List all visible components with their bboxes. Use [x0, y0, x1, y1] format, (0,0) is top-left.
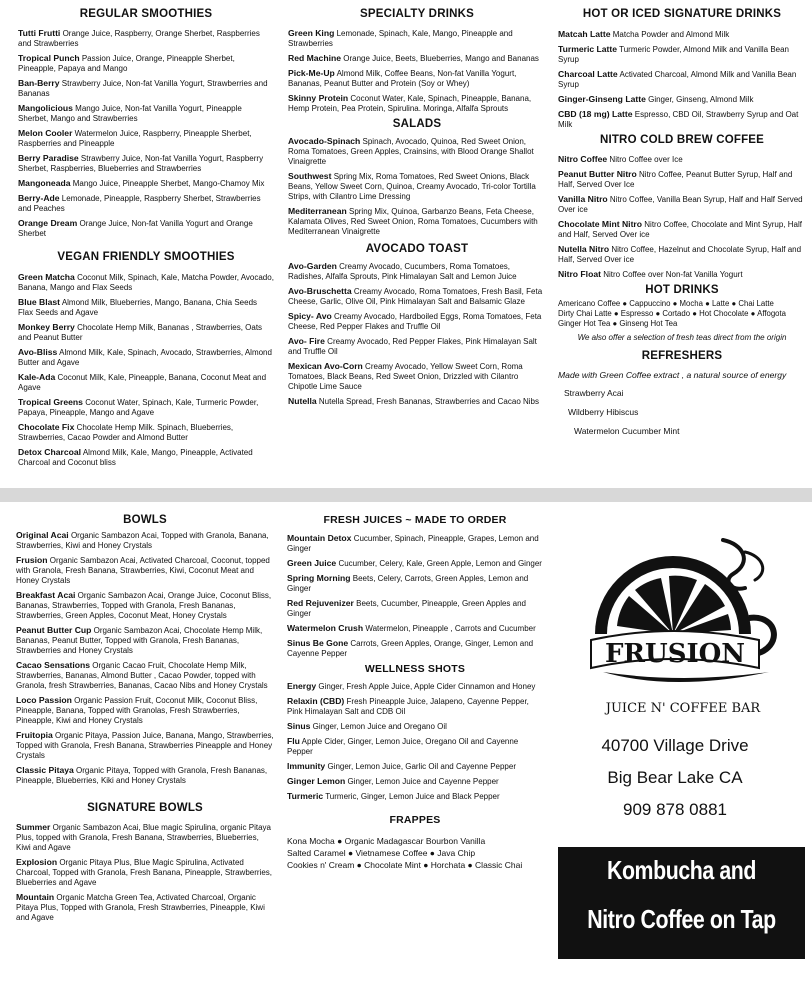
- bowl-item-desc: Organic Sambazon Acai, Topped with Granola, Banana, Strawberries, Kiwi and Honey Crystals: [16, 531, 269, 550]
- bowl-item-name: Classic Pitaya: [16, 765, 74, 775]
- list-signature-drinks: [558, 29, 806, 130]
- nitro-item-desc: Nitro Coffee, Vanilla Bean Syrup, Half and Half Served Over ice: [558, 195, 803, 214]
- section-title-bowls: BOWLS: [123, 514, 167, 526]
- juice-item-desc: Cucumber, Spinach, Pineapple, Grapes, Lemon and Ginger: [287, 534, 539, 553]
- bowl-item-desc: Organic Pitaya, Topped with Granola, Fresh Bananas, Pineapple, Blueberries, Kiki and Honey Crystals: [16, 766, 268, 785]
- vegan-smoothie-item: [18, 322, 274, 343]
- specialty-drink-item-name: Skinny Protein: [288, 93, 349, 103]
- vegan-smoothie-item-name: Tropical Greens: [18, 397, 83, 407]
- bowl-item-desc: Organic Sambazon Acai, Activated Charcoal, Coconut, topped with Granola, Fresh Banana, Strawberries, Kiwi, Coconut Meat and Honey Crystals: [16, 556, 270, 585]
- smoothie-item-name: Tutti Frutti: [18, 28, 61, 38]
- vegan-smoothie-item-name: Green Matcha: [18, 272, 75, 282]
- wellness-shot-item-name: Ginger Lemon: [287, 776, 346, 786]
- juice-item-desc: Carrots, Green Apples, Orange, Ginger, Lemon and Cayenne Pepper: [287, 639, 534, 658]
- juice-item: [287, 623, 543, 634]
- bowl-item-name: Cacao Sensations: [16, 660, 91, 670]
- wellness-shot-item: [287, 736, 543, 757]
- specialty-drink-item-desc: Almond Milk, Coffee Beans, Non-fat Vanilla Yogurt, Bananas, Peanut Butter and Protein (Soy or Whey): [288, 69, 517, 88]
- smoothie-item: [18, 218, 274, 239]
- avocado-toast-item: [288, 336, 546, 357]
- nitro-item-name: Peanut Butter Nitro: [558, 169, 637, 179]
- wellness-shot-item-name: Immunity: [287, 761, 326, 771]
- nitro-item-name: Nitro Float: [558, 269, 601, 279]
- section-title-hot-drinks: HOT DRINKS: [645, 284, 719, 296]
- salad-item: [288, 206, 546, 237]
- list-vegan-smoothies: [18, 272, 274, 468]
- wellness-shot-item-name: Relaxin (CBD): [287, 696, 345, 706]
- vegan-smoothie-item: [18, 397, 274, 418]
- vegan-smoothie-item-name: Avo-Bliss: [18, 347, 58, 357]
- smoothie-item-name: Orange Dream: [18, 218, 78, 228]
- list-fresh-juices: [287, 533, 543, 659]
- avocado-toast-item-name: Avo-Bruschetta: [288, 286, 352, 296]
- frappes-line: Kona Mocha ● Organic Madagascar Bourbon Vanilla: [287, 836, 486, 846]
- list-regular-smoothies: [18, 28, 274, 239]
- salad-item: [288, 136, 546, 167]
- avocado-toast-item-name: Avo-Garden: [288, 261, 337, 271]
- bowl-item-name: Peanut Butter Cup: [16, 625, 92, 635]
- frappes-line: Salted Caramel ● Vietnamese Coffee ● Java Chip: [287, 848, 476, 858]
- juice-item-desc: Watermelon, Pineapple , Carrots and Cucumber: [365, 624, 536, 633]
- vegan-smoothie-item-name: Blue Blast: [18, 297, 61, 307]
- column-specialty: [288, 0, 546, 411]
- signature-drink-item-desc: Espresso, CBD Oil, Strawberry Syrup and Oat Milk: [558, 110, 799, 129]
- vegan-smoothie-item-desc: Almond Milk, Kale, Mango, Pineapple, Activated Charcoal and Coconut bliss: [18, 448, 253, 467]
- vegan-smoothie-item: [18, 297, 274, 318]
- juice-item-name: Spring Morning: [287, 573, 351, 583]
- hot-drinks-line: Dirty Chai Latte ● Espresso ● Cortado ● Hot Chocolate ● Affogota: [558, 309, 787, 318]
- list-bowls: [16, 530, 274, 786]
- nitro-item-name: Vanilla Nitro: [558, 194, 608, 204]
- avocado-toast-item: [288, 311, 546, 332]
- address-line2: Big Bear Lake CA: [607, 768, 743, 787]
- avocado-toast-item-desc: Creamy Avocado, Yellow Sweet Corn, Roma Tomatoes, Black Beans, Red Sweet Onion, Drizzled with Cilantro Chipotle Lime Sauce: [288, 362, 523, 391]
- signature-drink-item-desc: Activated Charcoal, Almond Milk and Vanilla Bean Syrup: [558, 70, 797, 89]
- refresher-item: Strawberry Acai: [564, 388, 624, 398]
- smoothie-item: [18, 78, 274, 99]
- smoothie-item-name: Mangoneada: [18, 178, 71, 188]
- bowl-item-desc: Organic Passion Fruit, Coconut Milk, Coconut Bliss, Pineapple, Banana, Topped with Granolas, Fresh Strawberries, Pineapple, Kiwi and Honey Crystals: [16, 696, 258, 725]
- smoothie-item-desc: Strawberry Juice, Non-fat Vanilla Yogurt, Raspberry Sherbet, Raspberries, Blueberries and Strawberries: [18, 154, 264, 173]
- wellness-shot-item-desc: Turmeric, Ginger, Lemon Juice and Black Pepper: [325, 792, 500, 801]
- frusion-logo: [573, 522, 793, 722]
- refresher-item: Watermelon Cucumber Mint: [574, 426, 680, 436]
- section-title-refreshers: REFRESHERS: [641, 350, 723, 362]
- avocado-toast-item-desc: Creamy Avocado, Roma Tomatoes, Fresh Basil, Feta Cheese, Garlic, Olive Oil, Pink Himalayan Salt and Balsamic Glaze: [288, 287, 543, 306]
- bowl-item: [16, 765, 274, 786]
- avocado-toast-item-desc: Creamy Avocado, Red Pepper Flakes, Pink Himalayan Salt and Truffle Oil: [288, 337, 537, 356]
- hot-drinks-list: [558, 299, 806, 329]
- wellness-shot-item-desc: Fresh Pineapple Juice, Jalapeno, Cayenne Pepper, Pink Himalayan Salt and CDB Oil: [287, 697, 529, 716]
- smoothie-item-name: Tropical Punch: [18, 53, 80, 63]
- hot-drinks-line: Ginger Hot Tea ● Ginseng Hot Tea: [558, 319, 678, 328]
- specialty-drink-item: [288, 28, 546, 49]
- refreshers-note: Made with Green Coffee extract , a natural source of energy: [558, 370, 787, 380]
- nitro-item: [558, 244, 806, 265]
- list-wellness-shots: [287, 681, 543, 802]
- kombucha-banner: [558, 847, 805, 959]
- smoothie-item-name: Berry Paradise: [18, 153, 79, 163]
- signature-bowl-item-name: Mountain: [16, 892, 55, 902]
- avocado-toast-item: [288, 286, 546, 307]
- signature-drink-item: [558, 44, 806, 65]
- smoothie-item-desc: Mango Juice, Pineapple Sherbet, Mango-Chamoy Mix: [72, 179, 265, 188]
- avocado-toast-item-desc: Creamy Avocado, Cucumbers, Roma Tomatoes, Radishes, Alfalfa Sprouts, Pink Himalayan Salt and Lemon Juice: [288, 262, 517, 281]
- column-coffee: [558, 0, 806, 437]
- avocado-toast-item-desc: Nutella Spread, Fresh Bananas, Strawberries and Cacao Nibs: [318, 397, 540, 406]
- list-nitro: [558, 154, 806, 280]
- juice-item: [287, 533, 543, 554]
- nitro-item: [558, 154, 806, 165]
- list-specialty-drinks: [288, 28, 546, 114]
- column-juices: [287, 502, 543, 871]
- bowl-item: [16, 555, 274, 586]
- bowl-item: [16, 625, 274, 656]
- signature-drink-item: [558, 29, 806, 40]
- list-salads: [288, 136, 546, 237]
- specialty-drink-item: [288, 93, 546, 114]
- tap-line1: Kombucha and: [606, 855, 757, 885]
- wellness-shot-item: [287, 776, 543, 787]
- vegan-smoothie-item: [18, 372, 274, 393]
- wellness-shot-item: [287, 681, 543, 692]
- frappes-list: [287, 835, 543, 871]
- smoothie-item-name: Mangolicious: [18, 103, 73, 113]
- nitro-item-desc: Nitro Coffee over Ice: [609, 155, 683, 164]
- signature-drink-item-desc: Ginger, Ginseng, Almond Milk: [648, 95, 754, 104]
- avocado-toast-item-name: Spicy- Avo: [288, 311, 332, 321]
- salad-item-name: Avocado-Spinach: [288, 136, 361, 146]
- wellness-shot-item-name: Turmeric: [287, 791, 324, 801]
- juice-item-name: Watermelon Crush: [287, 623, 364, 633]
- signature-drink-item-name: Ginger-Ginseng Latte: [558, 94, 646, 104]
- juice-item: [287, 638, 543, 659]
- vegan-smoothie-item-desc: Coconut Water, Spinach, Kale, Turmeric Powder, Papaya, Pineapple, Mango and Agave: [18, 398, 259, 417]
- vegan-smoothie-item-name: Kale-Ada: [18, 372, 56, 382]
- specialty-drink-item-name: Green King: [288, 28, 335, 38]
- specialty-drink-item-name: Red Machine: [288, 53, 342, 63]
- wellness-shot-item-desc: Ginger, Lemon Juice and Cayenne Pepper: [347, 777, 499, 786]
- bowl-item-name: Frusion: [16, 555, 48, 565]
- juice-item-name: Red Rejuvenizer: [287, 598, 354, 608]
- juice-item-desc: Cucumber, Celery, Kale, Green Apple, Lemon and Ginger: [338, 559, 542, 568]
- smoothie-item: [18, 153, 274, 174]
- signature-drink-item: [558, 69, 806, 90]
- vegan-smoothie-item: [18, 272, 274, 293]
- avocado-toast-item-name: Mexican Avo-Corn: [288, 361, 363, 371]
- page-divider: [0, 488, 812, 502]
- signature-bowl-item-name: Summer: [16, 822, 51, 832]
- section-title-regular-smoothies: REGULAR SMOOTHIES: [79, 8, 213, 20]
- bowl-item: [16, 695, 274, 726]
- salad-item-desc: Spring Mix, Quinoa, Garbanzo Beans, Feta Cheese, Kalamata Olives, Red Sweet Onion, Roma Tomatoes, Cucumbers with Mediterranean Vinaigrette: [288, 207, 538, 236]
- signature-bowl-item-name: Explosion: [16, 857, 58, 867]
- list-signature-bowls: [16, 822, 274, 923]
- nitro-item: [558, 194, 806, 215]
- signature-bowl-item-desc: Organic Matcha Green Tea, Activated Charcoal, Organic Pitaya Plus, Topped with Granola, Fresh Strawberries, Pineapple, Kiwi and Agave: [16, 893, 265, 922]
- avocado-toast-item-name: Nutella: [288, 396, 317, 406]
- tap-line2: Nitro Coffee on Tap: [587, 904, 776, 934]
- wellness-shot-item-desc: Ginger, Lemon Juice, Garlic Oil and Cayenne Pepper: [327, 762, 516, 771]
- signature-drink-item-desc: Turmeric Powder, Almond Milk and Vanilla Bean Syrup: [558, 45, 789, 64]
- specialty-drink-item-desc: Coconut Water, Kale, Spinach, Pineapple, Banana, Hemp Protein, Pea Protein, Spirulina. Moringa, Alfalfa Sprouts: [288, 94, 532, 113]
- salad-item: [288, 171, 546, 202]
- salad-item-desc: Spinach, Avocado, Quinoa, Red Sweet Onion, Roma Tomatoes, Green Apples, Crainsins, with Blood Orange Shallot Vinaigrette: [288, 137, 534, 166]
- phone-number: 909 878 0881: [623, 800, 727, 819]
- smoothie-item-name: Ban-Berry: [18, 78, 60, 88]
- section-title-vegan-smoothies: VEGAN FRIENDLY SMOOTHIES: [57, 251, 235, 263]
- wellness-shot-item-name: Sinus: [287, 721, 311, 731]
- signature-bowl-item: [16, 892, 274, 923]
- nitro-item: [558, 219, 806, 240]
- bowl-item: [16, 530, 274, 551]
- signature-drink-item-name: Charcoal Latte: [558, 69, 618, 79]
- vegan-smoothie-item-desc: Chocolate Hemp Milk, Bananas , Strawberries, Oats and Peanut Butter: [18, 323, 263, 342]
- signature-drink-item-name: Matcah Latte: [558, 29, 611, 39]
- section-title-signature-bowls: SIGNATURE BOWLS: [87, 802, 203, 814]
- nitro-item-name: Nutella Nitro: [558, 244, 610, 254]
- bowl-item: [16, 590, 274, 621]
- wellness-shot-item: [287, 721, 543, 732]
- avocado-toast-item: [288, 361, 546, 392]
- vegan-smoothie-item-name: Chocolate Fix: [18, 422, 75, 432]
- smoothie-item-desc: Orange Juice, Raspberry, Orange Sherbet, Raspberries and Strawberries: [18, 29, 260, 48]
- specialty-drink-item-name: Pick-Me-Up: [288, 68, 335, 78]
- vegan-smoothie-item-desc: Almond Milk, Kale, Spinach, Avocado, Strawberries, Almond Butter and Agave: [18, 348, 272, 367]
- column-smoothies: [18, 0, 274, 472]
- bowl-item-desc: Organic Pitaya, Passion Juice, Banana, Mango, Strawberries, Topped with Granola, Fresh Banana, Strawberries Pineapple and Honey Crystals: [16, 731, 274, 760]
- bowl-item-desc: Organic Sambazon Acai, Chocolate Hemp Milk, Bananas, Peanut Butter, Topped with Granola, Fresh Bananas, Strawberries and Honey Crystals: [16, 626, 263, 655]
- vegan-smoothie-item-desc: Coconut Milk, Spinach, Kale, Matcha Powder, Avocado, Banana, Mango and Flax Seeds: [18, 273, 274, 292]
- specialty-drink-item-desc: Orange Juice, Beets, Blueberries, Mango and Bananas: [343, 54, 539, 63]
- logo-name-text: FRUSION: [604, 639, 746, 669]
- avocado-toast-item: [288, 396, 546, 407]
- section-title-nitro: NITRO COLD BREW COFFEE: [599, 134, 765, 146]
- vegan-smoothie-item-name: Detox Charcoal: [18, 447, 82, 457]
- juice-item-name: Mountain Detox: [287, 533, 352, 543]
- wellness-shot-item-name: Flu: [287, 736, 300, 746]
- section-title-fresh-juices: FRESH JUICES ~ MADE TO ORDER: [323, 514, 507, 526]
- wellness-shot-item-desc: Ginger, Lemon Juice and Oregano Oil: [312, 722, 447, 731]
- vegan-smoothie-item-desc: Almond Milk, Blueberries, Mango, Banana, Chia Seeds Flax Seeds and Agave: [18, 298, 258, 317]
- section-title-frappes: FRAPPES: [389, 814, 441, 826]
- specialty-drink-item: [288, 53, 546, 64]
- juice-item: [287, 573, 543, 594]
- nitro-item-name: Chocolate Mint Nitro: [558, 219, 643, 229]
- menu-page-bottom: [0, 502, 812, 1000]
- signature-drink-item-name: CBD (18 mg) Latte: [558, 109, 633, 119]
- vegan-smoothie-item-desc: Coconut Milk, Kale, Pineapple, Banana, Coconut Meat and Agave: [18, 373, 267, 392]
- wellness-shot-item: [287, 696, 543, 717]
- vegan-smoothie-item: [18, 447, 274, 468]
- vegan-smoothie-item-name: Monkey Berry: [18, 322, 75, 332]
- section-title-avocado-toast: AVOCADO TOAST: [365, 243, 469, 255]
- section-title-wellness-shots: WELLNESS SHOTS: [364, 663, 466, 675]
- smoothie-item: [18, 193, 274, 214]
- salad-item-desc: Spring Mix, Roma Tomatoes, Red Sweet Onions, Black Beans, Yellow Sweet Corn, Quinoa, Creamy Avocado, Tri-color Tortilla Strips, with Cilantro Lime Dressing: [288, 172, 536, 201]
- signature-drink-item: [558, 109, 806, 130]
- signature-bowl-item: [16, 857, 274, 888]
- smoothie-item-desc: Strawberry Juice, Non-fat Vanilla Yogurt, Strawberries and Bananas: [18, 79, 268, 98]
- smoothie-item: [18, 53, 274, 74]
- juice-item-desc: Beets, Cucumber, Pineapple, Green Apples and Ginger: [287, 599, 526, 618]
- nitro-item-desc: Nitro Coffee, Peanut Butter Syrup, Half and Half, Served Over Ice: [558, 170, 793, 189]
- column-bowls: [16, 502, 274, 927]
- wellness-shot-item-name: Energy: [287, 681, 317, 691]
- section-title-signature-drinks: HOT OR ICED SIGNATURE DRINKS: [582, 8, 782, 20]
- bowl-item-name: Fruitopia: [16, 730, 53, 740]
- avocado-toast-item-desc: Creamy Avocado, Hardboiled Eggs, Roma Tomatoes, Feta Cheese, Red Pepper Flakes and Truffle Oil: [288, 312, 542, 331]
- signature-bowl-item-desc: Organic Sambazon Acai, Blue magic Spirulina, organic Pitaya Plus, topped with Granola, Fresh Banana, Strawberries, Blueberries, Kiwi and Agave: [16, 823, 271, 852]
- bowl-item-name: Loco Passion: [16, 695, 72, 705]
- smoothie-item-desc: Mango Juice, Non-fat Vanilla Yogurt, Pineapple Sherbet, Mango and Strawberries: [18, 104, 242, 123]
- smoothie-item-desc: Watermelon Juice, Raspberry, Pineapple Sherbet, Raspberries and Pineapple: [18, 129, 252, 148]
- specialty-drink-item-desc: Lemonade, Spinach, Kale, Mango, Pineapple and Strawberries: [288, 29, 513, 48]
- section-title-specialty-drinks: SPECIALTY DRINKS: [360, 8, 474, 20]
- nitro-item-desc: Nitro Coffee, Chocolate and Mint Syrup, Half and Half, Served Over ice: [558, 220, 802, 239]
- bowl-item: [16, 730, 274, 761]
- nitro-item-desc: Nitro Coffee over Non-fat Vanilla Yogurt: [603, 270, 743, 279]
- smoothie-item: [18, 103, 274, 124]
- logo-tagline-text: JUICE N' COFFEE BAR: [605, 701, 761, 716]
- refresher-item: Wildberry Hibiscus: [568, 407, 639, 417]
- menu-page-top: [0, 0, 812, 488]
- nitro-item: [558, 269, 806, 280]
- bowl-item-name: Original Acai: [16, 530, 69, 540]
- juice-item: [287, 598, 543, 619]
- bowl-item-name: Breakfast Acai: [16, 590, 76, 600]
- smoothie-item-name: Berry-Ade: [18, 193, 60, 203]
- section-title-salads: SALADS: [392, 118, 442, 130]
- bowl-item-desc: Organic Cacao Fruit, Chocolate Hemp Milk, Strawberries, Bananas, Almond Butter , Cacao Powder, topped with Granola, fresh Strawberries, Bananas, Cacao Nibs and Honey Crystals: [16, 661, 268, 690]
- vegan-smoothie-item: [18, 422, 274, 443]
- juice-item-name: Green Juice: [287, 558, 337, 568]
- wellness-shot-item-desc: Ginger, Fresh Apple Juice, Apple Cider Cinnamon and Honey: [318, 682, 536, 691]
- signature-drink-item-name: Turmeric Latte: [558, 44, 618, 54]
- salad-item-name: Mediterranean: [288, 206, 347, 216]
- juice-item-name: Sinus Be Gone: [287, 638, 349, 648]
- juice-item: [287, 558, 543, 569]
- smoothie-item: [18, 128, 274, 149]
- signature-drink-item: [558, 94, 806, 105]
- smoothie-item: [18, 28, 274, 49]
- smoothie-item-desc: Lemonade, Pineapple, Raspberry Sherbet, Strawberries and Peaches: [18, 194, 261, 213]
- juice-item-desc: Beets, Celery, Carrots, Green Apples, Lemon and Ginger: [287, 574, 529, 593]
- vegan-smoothie-item-desc: Chocolate Hemp Milk. Spinach, Blueberries, Strawberries, Cacao Powder and Almond Butter: [18, 423, 234, 442]
- wellness-shot-item-desc: Apple Cider, Ginger, Lemon Juice, Oregano Oil and Cayenne Pepper: [287, 737, 519, 756]
- avocado-toast-item: [288, 261, 546, 282]
- nitro-item-name: Nitro Coffee: [558, 154, 608, 164]
- vegan-smoothie-item: [18, 347, 274, 368]
- list-avocado-toast: [288, 261, 546, 407]
- smoothie-item-desc: Orange Juice, Non-fat Vanilla Yogurt and Orange Sherbet: [18, 219, 253, 238]
- bowl-item: [16, 660, 274, 691]
- salad-item-name: Southwest: [288, 171, 332, 181]
- signature-drink-item-desc: Matcha Powder and Almond Milk: [612, 30, 730, 39]
- avocado-toast-item-name: Avo- Fire: [288, 336, 325, 346]
- specialty-drink-item: [288, 68, 546, 89]
- frappes-line: Cookies n' Cream ● Chocolate Mint ● Horchata ● Classic Chai: [287, 860, 523, 870]
- wellness-shot-item: [287, 761, 543, 772]
- smoothie-item-desc: Passion Juice, Orange, Pineapple Sherbet, Pineapple, Papaya and Mango: [18, 54, 235, 73]
- hot-drinks-line: Americano Coffee ● Cappuccino ● Mocha ● Latte ● Chai Latte: [558, 299, 774, 308]
- signature-bowl-item: [16, 822, 274, 853]
- signature-bowl-item-desc: Organic Pitaya Plus, Blue Magic Spirulina, Activated Charcoal, Topped with Granola, Fresh Banana, Pineapple, Strawberries, Blueberries and Agave: [16, 858, 272, 887]
- bowl-item-desc: Organic Sambazon Acai, Orange Juice, Coconut Bliss, Bananas, Strawberries, Topped with Granola, Fresh Bananas, Strawberries, Green Apples, Coconut Meat, Honey Crystals: [16, 591, 272, 620]
- address-line1: 40700 Village Drive: [601, 736, 749, 755]
- tea-note: We also offer a selection of fresh teas direct from the origin: [577, 333, 787, 342]
- nitro-item-desc: Nitro Coffee, Hazelnut and Chocolate Syrup, Half and Half, Served Over ice: [558, 245, 802, 264]
- nitro-item: [558, 169, 806, 190]
- wellness-shot-item: [287, 791, 543, 802]
- smoothie-item-name: Melon Cooler: [18, 128, 73, 138]
- smoothie-item: [18, 178, 274, 189]
